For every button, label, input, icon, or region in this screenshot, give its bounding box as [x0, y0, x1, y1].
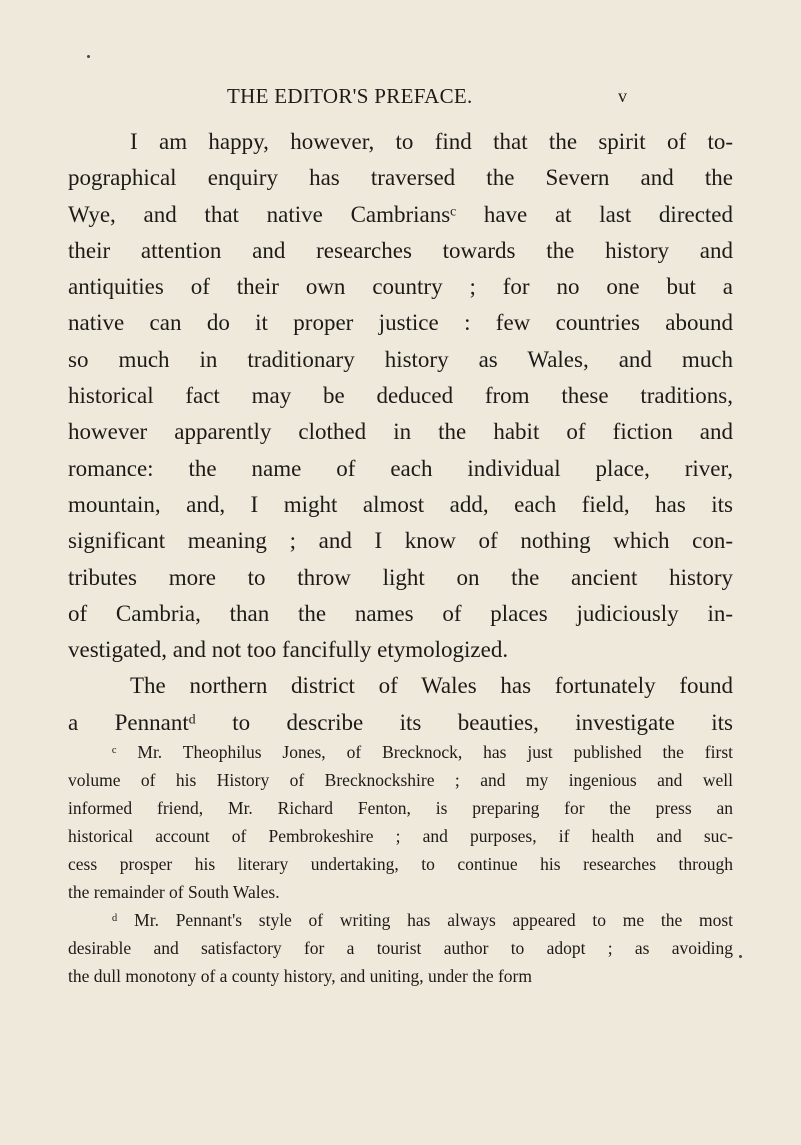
body-line: mountain, and, I might almost add, each field, has its [68, 491, 733, 517]
footnote-line: cess prosper his literary undertaking, to continue his researches through [68, 854, 733, 874]
body-line: I am happy, however, to find that the spirit of to- [130, 129, 733, 154]
body-line: of Cambria, than the names of places judiciously in- [68, 600, 733, 626]
body-line: antiquities of their own country ; for no one but a [68, 274, 733, 300]
body-line: vestigated, and not too fancifully etymologized. [68, 637, 509, 663]
footnote-line: informed friend, Mr. Richard Fenton, is preparing for the press an [68, 798, 733, 818]
footnote-line: the dull monotony of a county history, and uniting, under the form [68, 966, 532, 986]
footnote-line: historical account of Pembrokeshire ; and purposes, if health and suc- [68, 826, 733, 846]
footnote-line: the remainder of South Wales. [68, 882, 280, 902]
footnote-line: ᶜ Mr. Theophilus Jones, of Brecknock, has just published the first [112, 742, 733, 762]
body-line: Wye, and that native Cambriansᶜ have at last directed [68, 201, 733, 227]
main-text [68, 124, 733, 741]
body-line: The northern district of Wales has fortunately found [130, 673, 733, 699]
footnote-line: volume of his History of Brecknockshire ; and my ingenious and well [68, 770, 733, 790]
body-line: native can do it proper justice : few countries abound [68, 310, 733, 336]
body-line: their attention and researches towards the history and [68, 237, 733, 263]
body-line: so much in traditionary history as Wales, and much [68, 346, 733, 372]
paper-speck [87, 55, 90, 58]
body-line: significant meaning ; and I know of nothing which con- [68, 528, 733, 554]
footnote-line: desirable and satisfactory for a tourist author to adopt ; as avoiding [68, 938, 733, 958]
footnote-line: ᵈ Mr. Pennant's style of writing has always appeared to me the most [112, 910, 733, 930]
body-line: however apparently clothed in the habit of fiction and [68, 419, 733, 445]
running-title: THE EDITOR'S PREFACE. [227, 84, 473, 108]
body-line: tributes more to throw light on the ancient history [68, 564, 733, 590]
body-line: pographical enquiry has traversed the Severn and the [68, 165, 733, 191]
body-line: romance: the name of each individual place, river, [68, 455, 733, 481]
paper-speck [739, 955, 742, 958]
running-head [0, 84, 801, 112]
page-number: v [618, 86, 627, 106]
footnotes [68, 738, 733, 990]
body-line: historical fact may be deduced from these traditions, [68, 383, 733, 409]
body-line: a Pennantᵈ to describe its beauties, investigate its [68, 709, 733, 735]
